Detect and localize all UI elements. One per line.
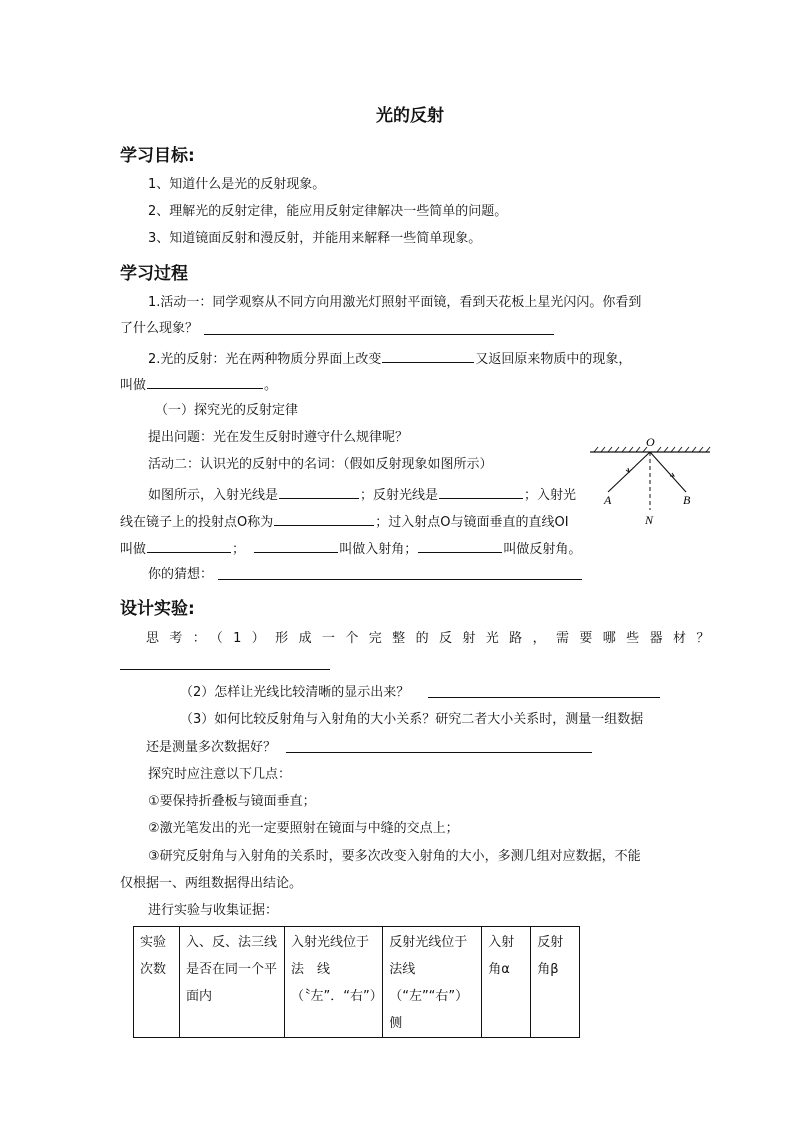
answer-blank[interactable] [120,669,330,670]
activity1-text-cont: 了什么现象？ [120,321,199,336]
goal-item: 1、知道什么是光的反射现象。 [148,177,326,192]
figure-text: ； [232,542,246,557]
design-heading: 设计实验: [120,599,195,619]
figure-text: ；入射光 [524,488,577,503]
figure-text: ；反射光线是 [360,488,439,503]
figure-line-2 [120,512,590,531]
reflection-def [148,349,631,368]
figure-text: 叫做入射角； [339,542,418,557]
figure-text: 线在镜子上的投射点O称为 [120,515,274,530]
goal-item: 2、理解光的反射定律，能应用反射定律解决一些简单的问题。 [148,204,508,219]
header-cell: 入射光线位于法 线 （〝左”．“右”） [285,927,383,1038]
note-3-cont: 仅根据一、两组数据得出结论。 [120,876,303,891]
note-2: ②激光笔发出的光一定要照射在镜面与中缝的交点上； [148,821,459,836]
reflection-def-d: 。 [264,378,278,393]
reflection-def-cont [120,375,277,394]
experiment-table [133,926,580,1038]
answer-blank[interactable] [254,539,338,553]
guess-blank[interactable] [218,579,582,580]
process-heading: 学习过程 [120,264,188,284]
question-text: 提出问题：光在发生反射时遵守什么规律呢？ [148,430,409,445]
think-3: （3）如何比较反射角与入射角的大小关系？研究二者大小关系时，测量一组数据 [180,712,644,727]
activity1-text: 1.活动一：同学观察从不同方向用激光灯照射平面镜，看到天花板上星光闪闪。你看到 [148,295,642,310]
answer-blank[interactable] [204,334,554,335]
note-3: ③研究反射角与入射角的关系时，要多次改变入射角的大小，多测几组对应数据，不能 [148,849,641,864]
label-n: N [645,513,654,527]
header-cell: 反射光线位于法线（“左”“右”）侧 [383,927,482,1038]
answer-blank[interactable] [439,485,523,499]
figure-text: 如图所示，入射光线是 [148,488,279,503]
goals-heading: 学习目标: [120,146,195,166]
answer-blank[interactable] [382,349,474,363]
header-cell: 反射角β [531,927,580,1038]
answer-blank[interactable] [147,539,231,553]
activity2-text: 活动二：认识光的反射中的名词：（假如反射现象如图所示） [148,457,493,472]
page-title: 光的反射 [376,106,444,126]
reflection-diagram [588,434,712,530]
guess-label: 你的猜想： [148,567,214,582]
reflection-def-a: 2.光的反射：光在两种物质分界面上改变 [148,352,382,367]
think-1: 思考：（1）形成一个完整的反射光路，需要哪些器材？ [146,631,720,646]
reflected-ray [650,452,686,492]
explore-heading: （一）探究光的反射定律 [155,403,299,418]
figure-text: 叫做 [120,542,147,557]
header-cell: 实验次数 [134,927,180,1038]
answer-blank[interactable] [279,485,359,499]
incident-arrow [626,468,629,472]
table-header-row [134,927,580,1038]
answer-blank[interactable] [418,539,502,553]
answer-blank[interactable] [428,697,660,698]
figure-text: ；过入射点O与镜面垂直的直线OI [375,515,569,530]
think-3-cont: 还是测量多次数据好？ [146,740,277,755]
think-2: （2）怎样让光线比较清晰的显示出来？ [180,685,410,700]
figure-text: 叫做反射角。 [503,542,582,557]
label-o: O [646,435,655,449]
label-a: A [604,493,612,507]
label-b: B [683,493,691,507]
answer-blank[interactable] [147,375,263,389]
notes-heading: 探究时应注意以下几点： [148,767,292,782]
answer-blank[interactable] [286,752,592,753]
header-cell: 入、反、法三线是否在同一个平面内 [180,927,285,1038]
reflection-def-c: 叫做 [120,378,147,393]
header-cell: 入射角α [482,927,531,1038]
figure-line-1 [148,485,576,504]
goal-item: 3、知道镜面反射和漫反射，并能用来解释一些简单现象。 [148,231,482,246]
note-1: ①要保持折叠板与镜面垂直； [148,794,316,809]
answer-blank[interactable] [274,512,374,526]
reflection-def-b: 又返回原来物质中的现象， [475,352,632,367]
collect-heading: 进行实验与收集证据： [148,903,279,918]
figure-line-3 [120,539,581,558]
